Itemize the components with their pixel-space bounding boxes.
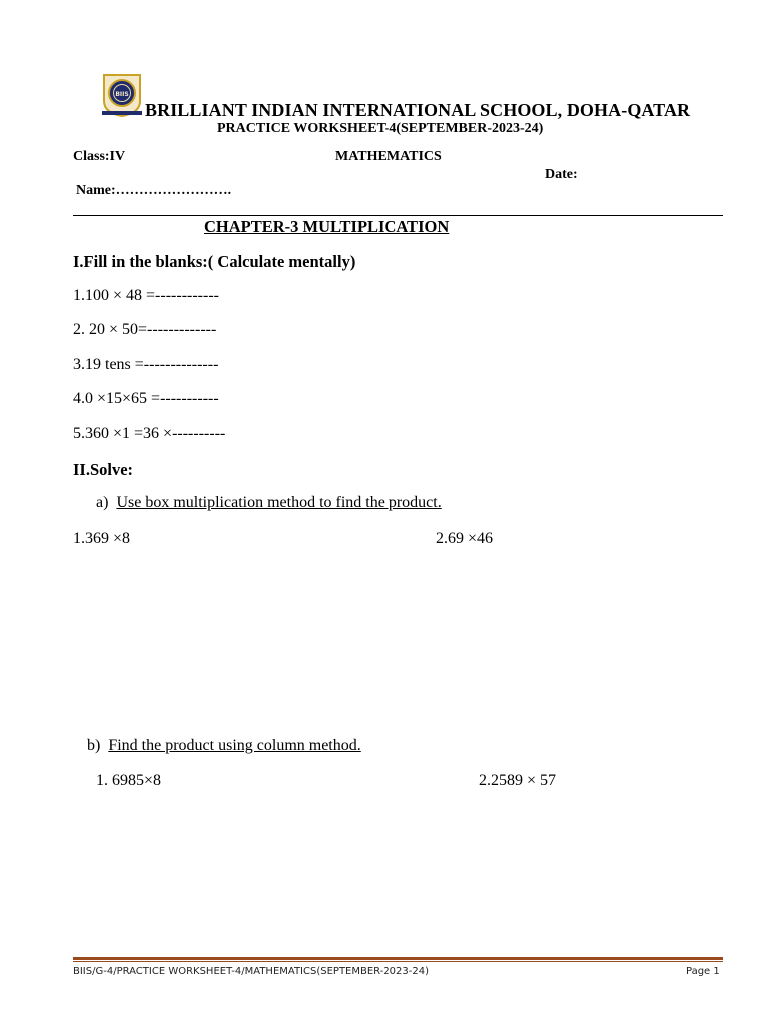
name-label: Name:……………………. [76, 183, 232, 198]
section-2-heading: II.Solve: [73, 460, 134, 479]
fill-blank-item-5: 5.360 ×1 =36 ×---------- [73, 425, 226, 442]
school-name: BRILLIANT INDIAN INTERNATIONAL SCHOOL, DOHA-QATAR [145, 100, 691, 120]
chapter-title: CHAPTER-3 MULTIPLICATION [204, 217, 450, 236]
section-1-heading: I.Fill in the blanks:( Calculate mentally) [73, 252, 356, 271]
part-a-question-1: 1.369 ×8 [73, 530, 131, 547]
subject-label: MATHEMATICS [335, 149, 442, 164]
fill-blank-item-2: 2. 20 × 50=------------- [73, 321, 217, 338]
part-b-marker: b) [87, 737, 101, 754]
part-a-text: Use box multiplication method to find the product. [116, 494, 442, 511]
fill-blank-item-4: 4.0 ×15×65 =----------- [73, 390, 219, 407]
fill-blank-item-3: 3.19 tens =-------------- [73, 356, 219, 373]
class-label: Class:IV [73, 149, 126, 164]
part-a-instruction [96, 494, 442, 512]
footer-rule [73, 957, 723, 960]
footer-text: BIIS/G-4/PRACTICE WORKSHEET-4/MATHEMATICS(SEPTEMBER-2023-24) [73, 966, 430, 977]
worksheet-title: PRACTICE WORKSHEET-4(SEPTEMBER-2023-24) [217, 121, 544, 136]
header-divider [73, 215, 723, 216]
part-a-marker: a) [96, 494, 109, 511]
school-logo [100, 71, 144, 117]
part-b-question-1: 1. 6985×8 [96, 772, 162, 789]
part-b-instruction [87, 737, 361, 755]
fill-blank-item-1: 1.100 × 48 =------------ [73, 287, 219, 304]
part-b-question-2: 2.2589 × 57 [479, 772, 557, 789]
date-label: Date: [545, 167, 578, 182]
logo-text: BIIS [115, 91, 129, 98]
footer-rule-thin [73, 961, 723, 962]
part-b-text: Find the product using column method. [108, 737, 361, 754]
page-number: Page 1 [686, 966, 720, 977]
part-a-question-2: 2.69 ×46 [436, 530, 494, 547]
